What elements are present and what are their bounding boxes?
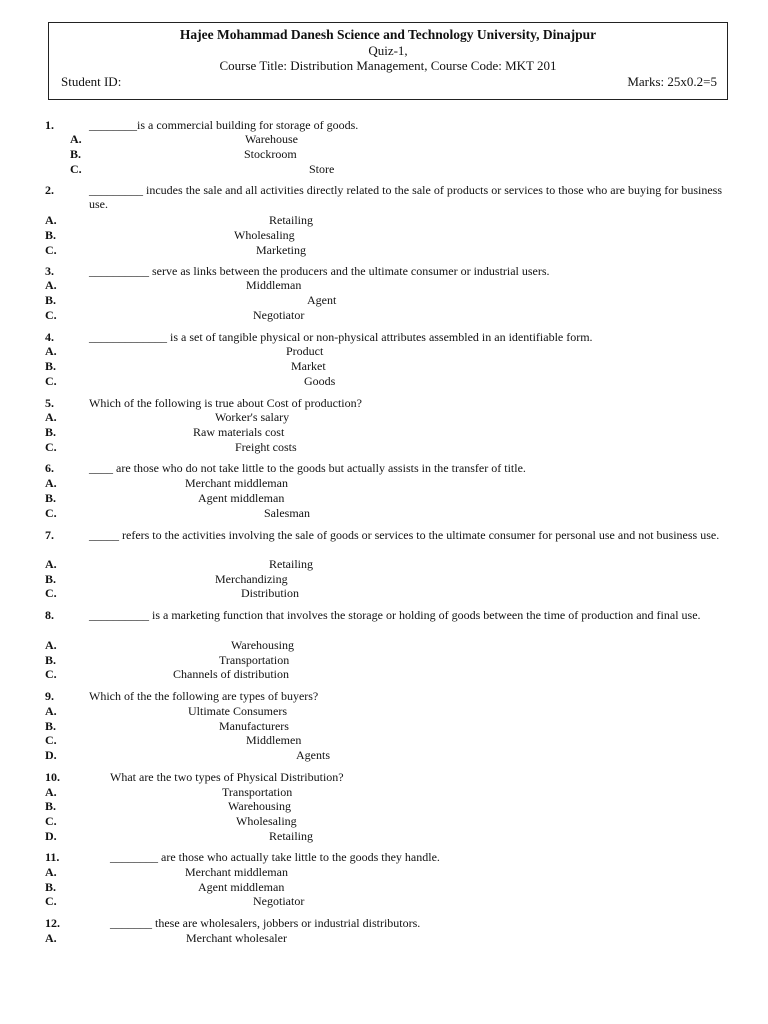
quiz-header xyxy=(48,22,728,100)
option-text: Retailing xyxy=(269,213,313,227)
option-letter: C. xyxy=(45,814,57,828)
question-number: 11. xyxy=(45,850,60,864)
option-letter: B. xyxy=(45,293,57,307)
question-text: _____________ is a set of tangible physical or non-physical attributes assembled in an identifiable form. xyxy=(89,330,593,344)
option-text: Agent xyxy=(307,293,337,307)
option-letter: A. xyxy=(45,931,57,945)
option-letter: B. xyxy=(45,228,57,242)
question-text: _____ refers to the activities involving the sale of goods or services to the ultimate consumer for personal use and not business use. xyxy=(89,528,720,542)
question-number: 12. xyxy=(45,916,60,930)
option-text: Stockroom xyxy=(244,147,297,161)
option-text: Middleman xyxy=(246,278,302,292)
option-letter: B. xyxy=(45,425,57,439)
option-letter: B. xyxy=(45,491,57,505)
option-text: Merchant wholesaler xyxy=(186,931,287,945)
option-letter: A. xyxy=(45,638,57,652)
question-text: What are the two types of Physical Distribution? xyxy=(110,770,344,784)
option-text: Negotiator xyxy=(253,894,305,908)
option-letter: C. xyxy=(45,506,57,520)
option-text: Raw materials cost xyxy=(193,425,285,439)
option-letter: B. xyxy=(45,719,57,733)
option-letter: A. xyxy=(70,132,82,146)
question-number: 5. xyxy=(45,396,54,410)
option-text: Merchant middleman xyxy=(185,865,288,879)
option-text: Middlemen xyxy=(246,733,302,747)
option-text: Warehousing xyxy=(231,638,295,652)
question-text: _________ incudes the sale and all activities directly related to the sale of products or services to those who are buying for business use. xyxy=(89,183,722,211)
option-letter: A. xyxy=(45,344,57,358)
option-letter: A. xyxy=(45,410,57,424)
option-text: Retailing xyxy=(269,557,313,571)
university-name: Hajee Mohammad Danesh Science and Technology University, Dinajpur xyxy=(179,27,597,42)
option-letter: C. xyxy=(70,162,82,176)
option-letter: C. xyxy=(45,374,57,388)
question-number: 2. xyxy=(45,183,54,197)
option-text: Manufacturers xyxy=(219,719,289,733)
question-text: __________ serve as links between the producers and the ultimate consumer or industrial users. xyxy=(89,264,550,278)
option-letter: B. xyxy=(45,653,57,667)
quiz-title: Quiz-1, xyxy=(368,43,408,58)
question-text: Which of the following is true about Cost of production? xyxy=(89,396,362,410)
option-text: Warehousing xyxy=(228,799,292,813)
option-text: Transportation xyxy=(219,653,290,667)
option-text: Channels of distribution xyxy=(173,667,289,681)
option-letter: A. xyxy=(45,278,57,292)
option-text: Freight costs xyxy=(235,440,297,454)
option-text: Wholesaling xyxy=(236,814,297,828)
question-text: Which of the the following are types of buyers? xyxy=(89,689,319,703)
option-letter: C. xyxy=(45,894,57,908)
option-text: Agents xyxy=(296,748,330,762)
option-text: Product xyxy=(286,344,324,358)
option-text: Goods xyxy=(304,374,336,388)
option-letter: C. xyxy=(45,733,57,747)
option-text: Marketing xyxy=(256,243,306,257)
question-text: ________ are those who actually take little to the goods they handle. xyxy=(110,850,440,864)
question-number: 8. xyxy=(45,608,54,622)
question-number: 4. xyxy=(45,330,54,344)
question-number: 1. xyxy=(45,118,54,132)
option-text: Ultimate Consumers xyxy=(188,704,287,718)
question-number: 7. xyxy=(45,528,54,542)
option-letter: C. xyxy=(45,586,57,600)
option-letter: A. xyxy=(45,476,57,490)
option-text: Distribution xyxy=(241,586,300,600)
option-letter: A. xyxy=(45,785,57,799)
question-text: _______ these are wholesalers, jobbers or industrial distributors. xyxy=(110,916,421,930)
option-letter: B. xyxy=(45,359,57,373)
option-text: Negotiator xyxy=(253,308,305,322)
option-letter: A. xyxy=(45,704,57,718)
option-text: Merchant middleman xyxy=(185,476,288,490)
option-text: Transportation xyxy=(222,785,293,799)
option-letter: D. xyxy=(45,748,57,762)
option-letter: B. xyxy=(45,799,57,813)
option-text: Agent middleman xyxy=(198,880,285,894)
marks-label: Marks: 25x0.2=5 xyxy=(627,74,717,89)
question-text: ____ are those who do not take little to the goods but actually assists in the transfer of title. xyxy=(89,461,526,475)
option-letter: A. xyxy=(45,865,57,879)
option-text: Merchandizing xyxy=(215,572,288,586)
question-number: 3. xyxy=(45,264,54,278)
option-letter: C. xyxy=(45,667,57,681)
option-text: Retailing xyxy=(269,829,313,843)
option-letter: A. xyxy=(45,557,57,571)
question-number: 9. xyxy=(45,689,54,703)
course-info: Course Title: Distribution Management, Course Code: MKT 201 xyxy=(219,58,557,73)
option-text: Wholesaling xyxy=(234,228,295,242)
question-number: 10. xyxy=(45,770,60,784)
option-letter: A. xyxy=(45,213,57,227)
option-letter: C. xyxy=(45,440,57,454)
question-number: 6. xyxy=(45,461,54,475)
option-letter: C. xyxy=(45,243,57,257)
option-letter: B. xyxy=(70,147,82,161)
option-text: Warehouse xyxy=(245,132,299,146)
question-text: __________ is a marketing function that involves the storage or holding of goods between the time of production and final use. xyxy=(89,608,701,622)
option-letter: B. xyxy=(45,572,57,586)
option-letter: B. xyxy=(45,880,57,894)
option-text: Agent middleman xyxy=(198,491,285,505)
option-letter: D. xyxy=(45,829,57,843)
option-letter: C. xyxy=(45,308,57,322)
question-text: ________is a commercial building for storage of goods. xyxy=(89,118,359,132)
option-text: Worker's salary xyxy=(215,410,290,424)
student-id-label: Student ID: xyxy=(61,74,122,89)
option-text: Salesman xyxy=(264,506,310,520)
option-text: Store xyxy=(309,162,335,176)
option-text: Market xyxy=(291,359,326,373)
